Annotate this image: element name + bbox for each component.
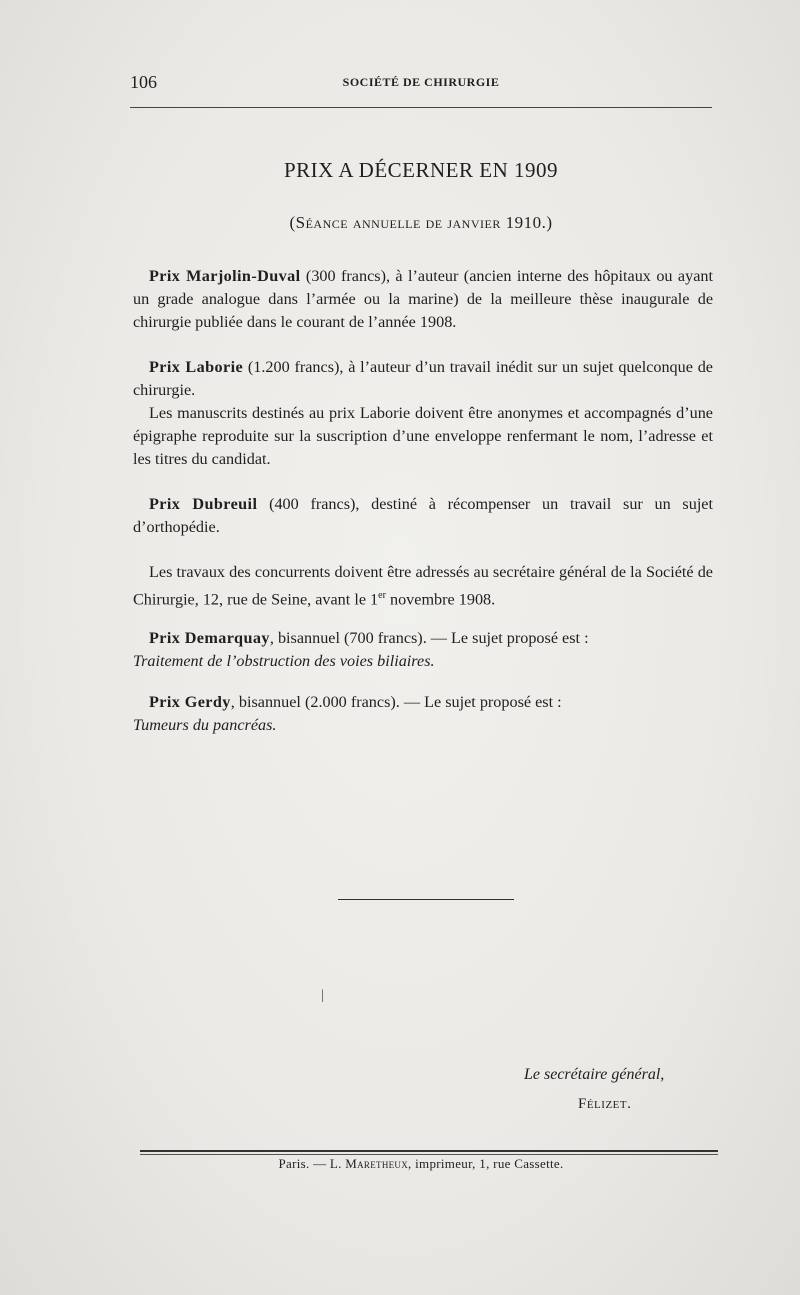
page-subtitle: (Séance annuelle de janvier 1910.) [289, 213, 553, 232]
paragraph-demarquay [133, 627, 713, 673]
imprint-end: , imprimeur, 1, rue Cassette. [408, 1156, 564, 1171]
paragraph-text-end: novembre 1908. [385, 590, 496, 609]
document-body [133, 265, 713, 737]
page-header [130, 72, 712, 96]
footer-rule-thin [140, 1154, 718, 1155]
prize-subject: Traitement de l’obstruction des voies biliaires. [133, 652, 435, 671]
prize-name: Prix Dubreuil [149, 495, 258, 513]
page-title: PRIX A DÉCERNER EN 1909 [283, 158, 559, 182]
prize-name: Prix Gerdy [149, 693, 231, 712]
imprint-printer: Maretheux [345, 1156, 409, 1171]
paragraph-gerdy [133, 691, 713, 737]
paragraph-text: , bisannuel (2.000 francs). — Le sujet proposé est : [230, 693, 562, 712]
paragraph-text: Les travaux des concurrents doivent être adressés au secrétaire général de la Société de Chirurgie, 12, rue de Seine, avant le 1 [133, 563, 713, 609]
page-number: 106 [130, 72, 157, 92]
stray-mark: | [321, 988, 324, 1003]
paragraph-text: (1.200 francs), à l’auteur d’un travail inédit sur un sujet quelconque de chirurgie. [133, 358, 713, 399]
footer-rule [140, 1150, 718, 1152]
paragraph-marjolin-duval [133, 265, 713, 334]
prize-name: Prix Laborie [149, 358, 244, 376]
prize-name: Prix Demarquay [149, 629, 270, 648]
section-divider [338, 899, 514, 900]
running-title: SOCIÉTÉ DE CHIRURGIE [342, 75, 500, 89]
imprint [130, 1156, 712, 1172]
paragraph-text: (400 francs), destiné à récompenser un travail sur un sujet d’orthopédie. [133, 495, 713, 536]
paragraph-submission [133, 561, 713, 611]
paragraph-text: , bisannuel (700 francs). — Le sujet proposé est : [269, 629, 589, 648]
imprint-start: Paris. — L. [278, 1156, 346, 1171]
signature-name: Félizet. [578, 1096, 632, 1112]
paragraph-text: (300 francs), à l’auteur (ancien interne des hôpitaux ou ayant un grade analogue dans l’armée ou la marine) de la meilleure thèse inaugurale de chirurgie publiée dans le courant de l’année 1908. [133, 267, 713, 331]
paragraph-laborie-rules: Les manuscrits destinés au prix Laborie doivent être anonymes et accompagnés d’une épigraphe reproduite sur la suscription d’une enveloppe renfermant le nom, l’adresse et les titres du candidat. [133, 404, 713, 468]
paragraph-laborie [133, 356, 713, 402]
ordinal-superscript: er [378, 590, 386, 601]
prize-subject: Tumeurs du pancréas. [133, 716, 277, 735]
paragraph-dubreuil [133, 493, 713, 539]
header-rule [130, 107, 712, 108]
prize-name: Prix Marjolin-Duval [149, 267, 301, 285]
signature-role: Le secrétaire général, [524, 1066, 665, 1083]
